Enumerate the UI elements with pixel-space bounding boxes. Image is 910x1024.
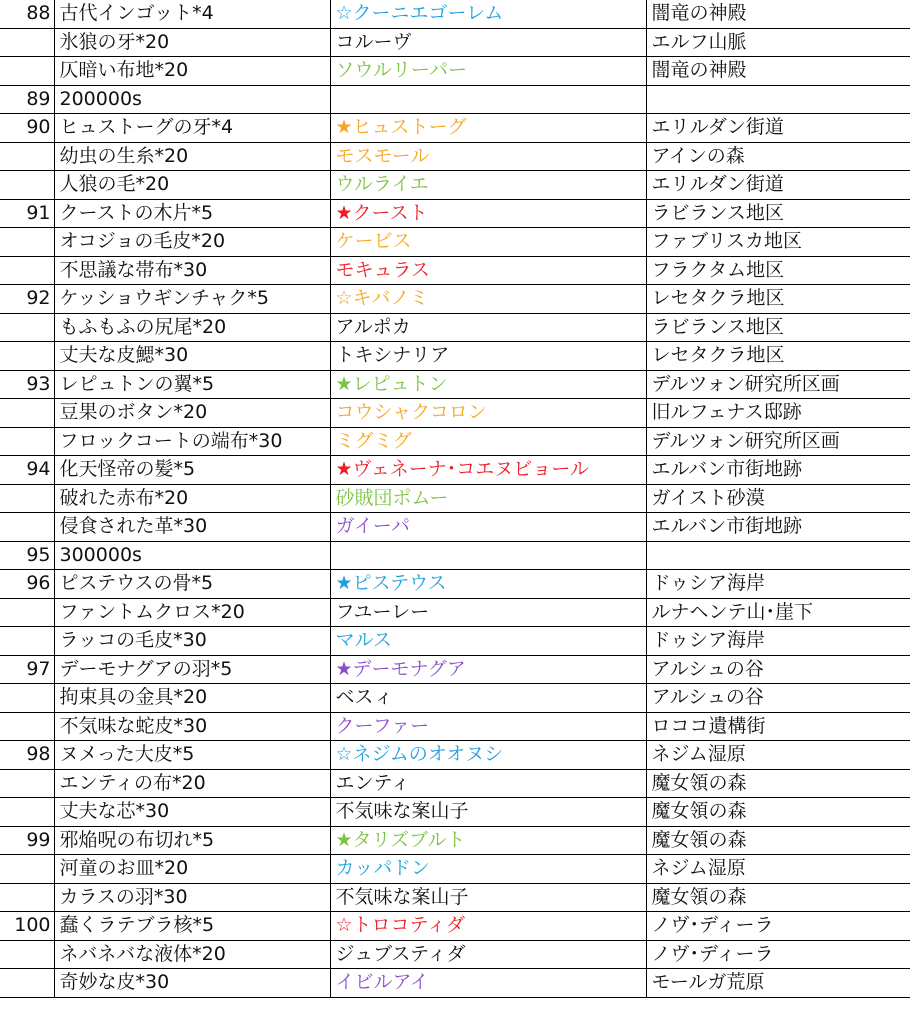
level-cell bbox=[0, 513, 54, 542]
location-cell: アルシュの谷 bbox=[646, 655, 910, 684]
table-row bbox=[0, 313, 910, 342]
item-cell: ラッコの毛皮*30 bbox=[54, 627, 330, 656]
table-row bbox=[0, 826, 910, 855]
item-cell: 河童のお皿*20 bbox=[54, 855, 330, 884]
level-cell bbox=[0, 684, 54, 713]
item-cell: 不気味な蛇皮*30 bbox=[54, 712, 330, 741]
location-cell: レセタクラ地区 bbox=[646, 342, 910, 371]
location-cell: ドゥシア海岸 bbox=[646, 627, 910, 656]
monster-cell: ベスィ bbox=[330, 684, 646, 713]
level-cell bbox=[0, 28, 54, 57]
level-cell: 89 bbox=[0, 85, 54, 114]
table-row bbox=[0, 228, 910, 257]
monster-cell: 不気味な案山子 bbox=[330, 798, 646, 827]
item-cell: クーストの木片*5 bbox=[54, 199, 330, 228]
level-cell bbox=[0, 142, 54, 171]
table-row bbox=[0, 741, 910, 770]
monster-cell: モキュラス bbox=[330, 256, 646, 285]
level-cell bbox=[0, 855, 54, 884]
table-row bbox=[0, 285, 910, 314]
monster-cell: イビルアイ bbox=[330, 969, 646, 998]
table-row bbox=[0, 940, 910, 969]
table-row bbox=[0, 85, 910, 114]
location-cell: エリルダン街道 bbox=[646, 114, 910, 143]
monster-cell: 砂賊団ポムー bbox=[330, 484, 646, 513]
monster-cell: ☆クーニエゴーレム bbox=[330, 0, 646, 28]
location-cell: 魔女領の森 bbox=[646, 883, 910, 912]
table-row bbox=[0, 769, 910, 798]
location-cell: レセタクラ地区 bbox=[646, 285, 910, 314]
table-row bbox=[0, 969, 910, 998]
location-cell: ファブリスカ地区 bbox=[646, 228, 910, 257]
monster-cell: ウルライエ bbox=[330, 171, 646, 200]
monster-cell: ☆キバノミ bbox=[330, 285, 646, 314]
table-row bbox=[0, 798, 910, 827]
level-cell bbox=[0, 313, 54, 342]
table-row bbox=[0, 199, 910, 228]
table-row bbox=[0, 399, 910, 428]
location-cell: デルツォン研究所区画 bbox=[646, 427, 910, 456]
level-cell: 99 bbox=[0, 826, 54, 855]
location-cell: ロココ遺構街 bbox=[646, 712, 910, 741]
level-cell bbox=[0, 769, 54, 798]
level-cell bbox=[0, 484, 54, 513]
item-cell: もふもふの尻尾*20 bbox=[54, 313, 330, 342]
location-cell bbox=[646, 541, 910, 570]
table-row bbox=[0, 28, 910, 57]
table-row bbox=[0, 427, 910, 456]
item-cell: ヌメった大皮*5 bbox=[54, 741, 330, 770]
monster-cell: トキシナリア bbox=[330, 342, 646, 371]
table-row bbox=[0, 142, 910, 171]
item-cell: ピステウスの骨*5 bbox=[54, 570, 330, 599]
level-cell bbox=[0, 427, 54, 456]
location-cell: デルツォン研究所区画 bbox=[646, 370, 910, 399]
table-row bbox=[0, 712, 910, 741]
level-cell bbox=[0, 228, 54, 257]
monster-cell: ミグミグ bbox=[330, 427, 646, 456]
item-cell: 氷狼の牙*20 bbox=[54, 28, 330, 57]
monster-cell: ジュブスティダ bbox=[330, 940, 646, 969]
monster-cell: ★ヴェネーナ･コエヌビョール bbox=[330, 456, 646, 485]
monster-cell: コルーヴ bbox=[330, 28, 646, 57]
item-cell: 仄暗い布地*20 bbox=[54, 57, 330, 86]
item-cell: カラスの羽*30 bbox=[54, 883, 330, 912]
level-cell bbox=[0, 798, 54, 827]
location-cell: 闇竜の神殿 bbox=[646, 57, 910, 86]
item-cell: 人狼の毛*20 bbox=[54, 171, 330, 200]
item-cell: ケッショウギンチャク*5 bbox=[54, 285, 330, 314]
level-cell bbox=[0, 940, 54, 969]
item-cell: 古代インゴット*4 bbox=[54, 0, 330, 28]
item-cell: レピュトンの翼*5 bbox=[54, 370, 330, 399]
monster-cell: マルス bbox=[330, 627, 646, 656]
location-cell: エルバン市街地跡 bbox=[646, 513, 910, 542]
table-row bbox=[0, 456, 910, 485]
monster-cell: ★ヒュストーグ bbox=[330, 114, 646, 143]
table-row bbox=[0, 370, 910, 399]
monster-cell bbox=[330, 85, 646, 114]
table-row bbox=[0, 855, 910, 884]
level-cell: 96 bbox=[0, 570, 54, 599]
item-cell: オコジョの毛皮*20 bbox=[54, 228, 330, 257]
item-cell: 丈夫な皮鰓*30 bbox=[54, 342, 330, 371]
table-row bbox=[0, 627, 910, 656]
location-cell: ラビランス地区 bbox=[646, 313, 910, 342]
location-cell: アルシュの谷 bbox=[646, 684, 910, 713]
monster-cell: アルポカ bbox=[330, 313, 646, 342]
location-cell: ネジム湿原 bbox=[646, 741, 910, 770]
location-cell: ルナヘンテ山･崖下 bbox=[646, 598, 910, 627]
location-cell: 魔女領の森 bbox=[646, 798, 910, 827]
item-cell: 化天怪帝の髪*5 bbox=[54, 456, 330, 485]
level-cell: 94 bbox=[0, 456, 54, 485]
location-cell: 闇竜の神殿 bbox=[646, 0, 910, 28]
item-cell: 拘束具の金具*20 bbox=[54, 684, 330, 713]
location-cell: エリルダン街道 bbox=[646, 171, 910, 200]
level-cell: 95 bbox=[0, 541, 54, 570]
monster-cell: フユーレー bbox=[330, 598, 646, 627]
item-cell: 豆果のボタン*20 bbox=[54, 399, 330, 428]
item-cell: 邪焔呪の布切れ*5 bbox=[54, 826, 330, 855]
monster-cell: ガイーパ bbox=[330, 513, 646, 542]
level-cell bbox=[0, 883, 54, 912]
monster-cell: コウシャクコロン bbox=[330, 399, 646, 428]
level-cell bbox=[0, 598, 54, 627]
table-row bbox=[0, 0, 910, 28]
table-row bbox=[0, 655, 910, 684]
item-cell: ヒュストーグの牙*4 bbox=[54, 114, 330, 143]
level-cell: 90 bbox=[0, 114, 54, 143]
monster-cell: ★ピステウス bbox=[330, 570, 646, 599]
table-row bbox=[0, 57, 910, 86]
table-row bbox=[0, 484, 910, 513]
location-cell: アインの森 bbox=[646, 142, 910, 171]
table-row bbox=[0, 513, 910, 542]
level-cell: 92 bbox=[0, 285, 54, 314]
location-cell: ノヴ･ディーラ bbox=[646, 940, 910, 969]
level-cell: 97 bbox=[0, 655, 54, 684]
monster-cell: ソウルリーパー bbox=[330, 57, 646, 86]
table-row bbox=[0, 912, 910, 941]
location-cell: 魔女領の森 bbox=[646, 769, 910, 798]
level-cell bbox=[0, 256, 54, 285]
item-cell: 200000s bbox=[54, 85, 330, 114]
monster-cell: クーファー bbox=[330, 712, 646, 741]
item-cell: デーモナグアの羽*5 bbox=[54, 655, 330, 684]
table-row bbox=[0, 114, 910, 143]
level-cell: 88 bbox=[0, 0, 54, 28]
location-cell bbox=[646, 85, 910, 114]
table-row bbox=[0, 598, 910, 627]
level-cell: 93 bbox=[0, 370, 54, 399]
location-cell: 魔女領の森 bbox=[646, 826, 910, 855]
table-row bbox=[0, 256, 910, 285]
location-cell: ノヴ･ディーラ bbox=[646, 912, 910, 941]
level-cell: 100 bbox=[0, 912, 54, 941]
item-cell: 蠢くラテブラ核*5 bbox=[54, 912, 330, 941]
monster-cell bbox=[330, 541, 646, 570]
level-cell: 98 bbox=[0, 741, 54, 770]
location-cell: ガイスト砂漠 bbox=[646, 484, 910, 513]
location-cell: エルフ山脈 bbox=[646, 28, 910, 57]
table-row bbox=[0, 171, 910, 200]
item-cell: 奇妙な皮*30 bbox=[54, 969, 330, 998]
location-cell: フラクタム地区 bbox=[646, 256, 910, 285]
item-cell: ネバネバな液体*20 bbox=[54, 940, 330, 969]
table-row bbox=[0, 342, 910, 371]
item-cell: 破れた赤布*20 bbox=[54, 484, 330, 513]
item-cell: 不思議な帯布*30 bbox=[54, 256, 330, 285]
location-cell: モールガ荒原 bbox=[646, 969, 910, 998]
item-cell: エンティの布*20 bbox=[54, 769, 330, 798]
level-cell bbox=[0, 399, 54, 428]
location-cell: 旧ルフェナス邸跡 bbox=[646, 399, 910, 428]
table-row bbox=[0, 541, 910, 570]
monster-cell: ケービス bbox=[330, 228, 646, 257]
item-cell: ファントムクロス*20 bbox=[54, 598, 330, 627]
monster-cell: ★クースト bbox=[330, 199, 646, 228]
level-cell bbox=[0, 171, 54, 200]
monster-cell: エンティ bbox=[330, 769, 646, 798]
level-cell bbox=[0, 969, 54, 998]
monster-cell: ☆トロコティダ bbox=[330, 912, 646, 941]
item-cell: 300000s bbox=[54, 541, 330, 570]
monster-cell: 不気味な案山子 bbox=[330, 883, 646, 912]
item-cell: 侵食された革*30 bbox=[54, 513, 330, 542]
level-cell bbox=[0, 57, 54, 86]
level-cell bbox=[0, 712, 54, 741]
monster-cell: ★レピュトン bbox=[330, 370, 646, 399]
location-cell: ラビランス地区 bbox=[646, 199, 910, 228]
item-cell: フロックコートの端布*30 bbox=[54, 427, 330, 456]
location-cell: ネジム湿原 bbox=[646, 855, 910, 884]
table-row bbox=[0, 684, 910, 713]
location-cell: エルバン市街地跡 bbox=[646, 456, 910, 485]
location-cell: ドゥシア海岸 bbox=[646, 570, 910, 599]
level-cell bbox=[0, 627, 54, 656]
level-cell: 91 bbox=[0, 199, 54, 228]
monster-cell: ★タリズブルト bbox=[330, 826, 646, 855]
monster-cell: ☆ネジムのオオヌシ bbox=[330, 741, 646, 770]
item-cell: 幼虫の生糸*20 bbox=[54, 142, 330, 171]
monster-cell: モスモール bbox=[330, 142, 646, 171]
level-cell bbox=[0, 342, 54, 371]
table-row bbox=[0, 883, 910, 912]
monster-cell: ★デーモナグア bbox=[330, 655, 646, 684]
item-cell: 丈夫な芯*30 bbox=[54, 798, 330, 827]
monster-cell: カッパドン bbox=[330, 855, 646, 884]
table-row bbox=[0, 570, 910, 599]
